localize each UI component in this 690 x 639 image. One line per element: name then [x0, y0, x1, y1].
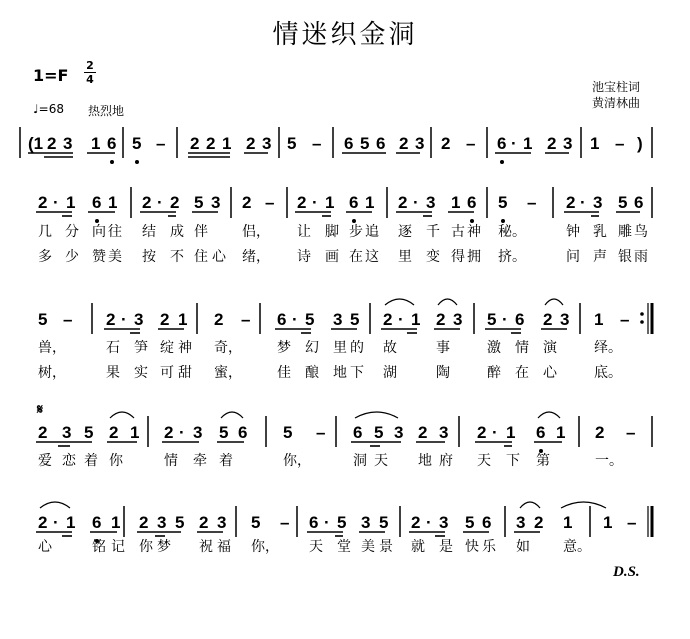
lyric-syllable-verse2: 拥	[467, 249, 481, 265]
jianpu-note: 3	[426, 193, 436, 212]
jianpu-note: 5	[287, 134, 297, 153]
jianpu-note: 3	[593, 193, 603, 212]
lyric-syllable: 千	[426, 224, 440, 240]
lyric-syllable: 神	[178, 340, 192, 356]
jianpu-note: 5	[618, 193, 628, 212]
jianpu-note: 2	[441, 134, 451, 153]
jianpu-note: 1	[111, 513, 121, 532]
jianpu-note: 6	[309, 513, 319, 532]
jianpu-note: 2	[242, 193, 252, 212]
lyric-syllable: 着	[219, 453, 233, 469]
lyric-syllable-verse2: 里	[398, 249, 412, 265]
jianpu-note: 6	[277, 310, 287, 329]
tie-slur	[40, 502, 70, 508]
lyric-syllable-verse2: 变	[426, 249, 440, 265]
jianpu-note: 2	[38, 193, 48, 212]
lyricist-credit: 池宝柱词	[592, 80, 641, 94]
tie-slur	[438, 299, 457, 305]
jianpu-note: 1	[178, 310, 188, 329]
lyric-syllable: 祝	[199, 539, 213, 555]
jianpu-note: 6	[107, 134, 117, 153]
jianpu-note: ·	[312, 193, 318, 212]
jianpu-note: –	[241, 310, 251, 329]
jianpu-note: 2	[543, 310, 553, 329]
lyric-syllable: 天	[309, 539, 323, 555]
lyric-syllable-verse2: 得	[451, 249, 465, 265]
jianpu-note: 2	[164, 423, 174, 442]
jianpu-note: 6	[238, 423, 248, 442]
jianpu-note: 5	[337, 513, 347, 532]
lyric-syllable: 雕	[618, 224, 632, 240]
tie-slur	[110, 412, 134, 418]
lyric-syllable: 石	[106, 340, 120, 356]
jianpu-note: 2	[534, 513, 544, 532]
jianpu-note: ·	[413, 193, 419, 212]
jianpu-note: 2	[206, 134, 216, 153]
jianpu-note: 5	[194, 193, 204, 212]
lyric-syllable-verse2: 佳	[277, 365, 291, 381]
jianpu-note: –	[265, 193, 275, 212]
lyric-syllable-verse2: 陶	[436, 365, 450, 381]
lyric-syllable-verse2: 银	[618, 249, 632, 265]
lyric-syllable-verse2: 绪，	[242, 249, 270, 265]
lyric-syllable: 绽	[160, 340, 174, 356]
jianpu-note: –	[527, 193, 537, 212]
jianpu-note: 2	[547, 134, 557, 153]
lyric-syllable: 你	[109, 453, 123, 469]
jianpu-note: 2	[109, 423, 119, 442]
jianpu-note: ·	[492, 423, 498, 442]
lyric-syllable-verse2: 下	[350, 365, 364, 381]
lyric-syllable: 鸟	[634, 224, 648, 240]
jianpu-note: 6	[92, 193, 102, 212]
jianpu-note: 5	[487, 310, 497, 329]
octave-dot-below	[110, 160, 114, 164]
lyric-syllable: 是	[439, 539, 453, 555]
jianpu-note: 6	[344, 134, 354, 153]
jianpu-note: 5	[175, 513, 185, 532]
jianpu-note: 2	[38, 513, 48, 532]
jianpu-note: ·	[292, 310, 298, 329]
jianpu-note: ·	[511, 134, 517, 153]
tie-slur	[385, 299, 414, 305]
jianpu-note: 3	[563, 134, 573, 153]
lyric-syllable: 古	[451, 224, 465, 240]
lyric-syllable: 神	[467, 224, 481, 240]
lyric-syllable-verse2: 多	[38, 249, 52, 265]
jianpu-note: 6	[92, 513, 102, 532]
lyric-syllable-verse2: 醉	[487, 365, 501, 381]
lyric-syllable: 你，	[251, 539, 279, 555]
lyric-syllable: 景	[379, 539, 393, 555]
key-signature: 1=F	[33, 66, 69, 85]
lyric-syllable: 情	[515, 340, 529, 356]
jianpu-note: 5	[465, 513, 475, 532]
lyric-syllable: 梦	[157, 539, 171, 555]
jianpu-note: 2	[199, 513, 209, 532]
jianpu-note: (1	[28, 134, 44, 153]
jianpu-note: )	[637, 134, 643, 153]
lyric-syllable-verse2: 地	[333, 365, 347, 381]
lyric-syllable-verse2: 住	[194, 249, 208, 265]
jianpu-note: –	[615, 134, 625, 153]
lyric-syllable: 你	[139, 539, 153, 555]
lyric-syllable: 铭	[92, 539, 106, 555]
lyric-syllable: 第	[536, 453, 550, 469]
lyric-syllable-verse2: 诗	[297, 249, 311, 265]
lyric-syllable: 几	[38, 224, 52, 240]
repeat-dot	[640, 312, 644, 316]
lyric-syllable-verse2: 甜	[178, 365, 192, 381]
jianpu-note: ·	[426, 513, 432, 532]
lyric-syllable: 牵	[193, 453, 207, 469]
repeat-dot	[640, 320, 644, 324]
tie-slur	[538, 412, 560, 418]
lyric-syllable: 幻	[305, 340, 319, 356]
jianpu-note: 6	[349, 193, 359, 212]
lyric-syllable: 如	[516, 539, 530, 555]
jianpu-note: 3	[63, 134, 73, 153]
jianpu-note: 6	[482, 513, 492, 532]
jianpu-note: 6	[634, 193, 644, 212]
jianpu-note: 3	[333, 310, 343, 329]
jianpu-note: 2	[297, 193, 307, 212]
jianpu-note: 1	[325, 193, 335, 212]
jianpu-note: 5	[374, 423, 384, 442]
lyric-syllable: 下	[506, 453, 520, 469]
jianpu-note: 6	[497, 134, 507, 153]
jianpu-note: 2	[399, 134, 409, 153]
jianpu-note: 2	[139, 513, 149, 532]
lyric-syllable: 分	[65, 224, 79, 240]
lyric-syllable: 地	[418, 453, 432, 469]
jianpu-note: ·	[502, 310, 508, 329]
jianpu-note: 3	[560, 310, 570, 329]
jianpu-note: 5	[38, 310, 48, 329]
jianpu-note: 5	[84, 423, 94, 442]
lyric-syllable: 梦	[277, 340, 291, 356]
lyric-syllable: 爱	[38, 453, 52, 469]
octave-dot-below	[501, 219, 505, 223]
lyric-syllable: 天	[374, 453, 388, 469]
jianpu-note: 6	[515, 310, 525, 329]
jianpu-note: 1	[451, 193, 461, 212]
lyric-syllable: 绎。	[594, 340, 622, 356]
lyric-syllable-verse2: 在	[349, 249, 363, 265]
octave-dot-below	[135, 160, 139, 164]
lyric-syllable-verse2: 问	[566, 249, 580, 265]
jianpu-note: –	[627, 513, 637, 532]
lyric-syllable: 美	[361, 539, 375, 555]
lyric-syllable: 你，	[283, 453, 311, 469]
jianpu-note: ·	[121, 310, 127, 329]
jianpu-note: 5	[251, 513, 261, 532]
lyric-syllable: 秘。	[498, 224, 526, 240]
song-title: 情迷织金洞	[272, 20, 418, 50]
lyric-syllable: 演	[543, 340, 557, 356]
jianpu-note: 3	[439, 513, 449, 532]
lyric-syllable-verse2: 树，	[38, 365, 66, 381]
lyric-syllable-verse2: 蜜，	[214, 365, 242, 381]
lyric-syllable-verse2: 赞	[92, 249, 106, 265]
jianpu-note: 2	[190, 134, 200, 153]
jianpu-note: 5	[219, 423, 229, 442]
jianpu-note: 1	[91, 134, 101, 153]
jianpu-note: 1	[66, 193, 76, 212]
lyric-syllable: 意。	[563, 539, 591, 555]
lyric-syllable: 脚	[325, 224, 339, 240]
jianpu-note: –	[280, 513, 290, 532]
tempo-marking: ♩=68	[33, 102, 64, 116]
lyric-syllable-verse2: 少	[65, 249, 79, 265]
jianpu-note: 3	[453, 310, 463, 329]
jianpu-note: –	[312, 134, 322, 153]
jianpu-note: 5	[350, 310, 360, 329]
lyric-syllable: 一。	[595, 453, 623, 469]
jianpu-note: 2	[170, 193, 180, 212]
jianpu-note: 1	[594, 310, 604, 329]
lyric-syllable: 故	[383, 340, 397, 356]
composer-credit: 黄清林曲	[592, 96, 641, 110]
lyric-syllable: 乐	[482, 539, 496, 555]
jianpu-note: 2	[595, 423, 605, 442]
jianpu-note: 1	[108, 193, 118, 212]
tie-slur	[561, 502, 606, 508]
jianpu-note: 2	[38, 423, 48, 442]
lyric-syllable: 逐	[398, 224, 412, 240]
jianpu-note: 1	[411, 310, 421, 329]
lyric-syllable-verse2: 果	[106, 365, 120, 381]
lyric-syllable: 成	[170, 224, 184, 240]
lyric-syllable: 追	[365, 224, 379, 240]
jianpu-note: 1	[523, 134, 533, 153]
lyric-syllable: 就	[411, 539, 425, 555]
jianpu-note: 3	[157, 513, 167, 532]
jianpu-note: 6	[376, 134, 386, 153]
lyric-syllable: 笋	[134, 340, 148, 356]
jianpu-note: 2	[160, 310, 170, 329]
lyric-syllable: 着	[84, 453, 98, 469]
lyric-syllable-verse2: 湖	[383, 365, 397, 381]
lyric-syllable: 兽，	[38, 340, 66, 356]
lyric-syllable: 钟	[566, 224, 580, 240]
jianpu-note: ·	[53, 193, 59, 212]
jianpu-note: 1	[590, 134, 600, 153]
jianpu-note: 3	[439, 423, 449, 442]
lyric-syllable-verse2: 心	[212, 249, 226, 265]
octave-dot-below	[95, 219, 99, 223]
tie-slur	[355, 412, 398, 418]
lyric-syllable: 的	[350, 340, 364, 356]
jianpu-note: 3	[361, 513, 371, 532]
lyric-syllable-verse2: 按	[142, 249, 156, 265]
jianpu-note: ·	[157, 193, 163, 212]
jianpu-note: 3	[211, 193, 221, 212]
jianpu-note: 2	[436, 310, 446, 329]
jianpu-note: –	[620, 310, 630, 329]
jianpu-note: 5	[283, 423, 293, 442]
lyric-syllable: 往	[108, 224, 122, 240]
jianpu-note: ·	[324, 513, 330, 532]
lyric-syllable-verse2: 在	[515, 365, 529, 381]
jianpu-note: 2	[411, 513, 421, 532]
lyric-syllable-verse2: 心	[543, 365, 557, 381]
jianpu-note: 6	[536, 423, 546, 442]
jianpu-note: 1	[66, 513, 76, 532]
jianpu-note: –	[156, 134, 166, 153]
lyric-syllable: 快	[465, 539, 479, 555]
lyric-syllable-verse2: 挤。	[498, 249, 526, 265]
jianpu-note: 5	[360, 134, 370, 153]
expression-marking: 热烈地	[88, 104, 125, 118]
lyric-syllable: 激	[487, 340, 501, 356]
lyric-syllable: 洞	[353, 453, 367, 469]
jianpu-note: 2	[383, 310, 393, 329]
lyric-syllable-verse2: 酿	[305, 365, 319, 381]
jianpu-note: 2	[566, 193, 576, 212]
jianpu-note: 3	[394, 423, 404, 442]
jianpu-note: 1	[222, 134, 232, 153]
lyric-syllable: 向	[92, 224, 106, 240]
jianpu-note: –	[316, 423, 326, 442]
lyric-syllable: 天	[477, 453, 491, 469]
lyric-syllable-verse2: 不	[170, 249, 184, 265]
jianpu-note: 3	[62, 423, 72, 442]
jianpu-note: 5	[498, 193, 508, 212]
lyric-syllable: 侣，	[242, 224, 270, 240]
jianpu-note: 1	[556, 423, 566, 442]
jianpu-note: 2	[246, 134, 256, 153]
jianpu-note: 1	[130, 423, 140, 442]
lyric-syllable: 里	[333, 340, 347, 356]
jianpu-note: 3	[415, 134, 425, 153]
jianpu-note: 2	[142, 193, 152, 212]
dal-segno-mark: D.S.	[613, 564, 640, 580]
lyric-syllable: 让	[297, 224, 311, 240]
jianpu-note: 3	[134, 310, 144, 329]
jianpu-note: 5	[305, 310, 315, 329]
lyric-syllable-verse2: 底。	[594, 365, 622, 381]
octave-dot-below	[352, 219, 356, 223]
lyric-syllable: 伴	[194, 224, 208, 240]
octave-dot-below	[500, 160, 504, 164]
time-signature-top: 2	[86, 59, 94, 72]
jianpu-note: 3	[262, 134, 272, 153]
jianpu-note: 1	[365, 193, 375, 212]
jianpu-note: 6	[353, 423, 363, 442]
jianpu-note: 3	[217, 513, 227, 532]
lyric-syllable-verse2: 实	[134, 365, 148, 381]
jianpu-note: ·	[179, 423, 185, 442]
jianpu-note: 2	[398, 193, 408, 212]
jianpu-note: ·	[398, 310, 404, 329]
jianpu-note: –	[63, 310, 73, 329]
jianpu-note: ·	[53, 513, 59, 532]
tie-slur	[545, 299, 563, 305]
jianpu-note: –	[626, 423, 636, 442]
lyric-syllable-verse2: 可	[160, 365, 174, 381]
lyric-syllable: 步	[349, 224, 363, 240]
jianpu-note: 2	[106, 310, 116, 329]
time-signature-bottom: 4	[86, 73, 94, 86]
jianpu-note: 2	[47, 134, 57, 153]
lyric-syllable: 福	[217, 539, 231, 555]
tie-slur	[520, 502, 540, 508]
jianpu-note: 2	[477, 423, 487, 442]
octave-dot-below	[470, 219, 474, 223]
lyric-syllable: 恋	[62, 453, 76, 469]
jianpu-note: 3	[516, 513, 526, 532]
lyric-syllable-verse2: 这	[365, 249, 379, 265]
lyric-syllable: 事	[436, 340, 450, 356]
jianpu-note: –	[466, 134, 476, 153]
lyric-syllable: 府	[439, 453, 453, 469]
jianpu-note: 5	[379, 513, 389, 532]
lyric-syllable-verse2: 美	[108, 249, 122, 265]
jianpu-note: 1	[506, 423, 516, 442]
segno-sign: 𝄋	[37, 402, 44, 418]
jianpu-note: 1	[563, 513, 573, 532]
lyric-syllable-verse2: 雨	[634, 249, 648, 265]
jianpu-note: ·	[580, 193, 586, 212]
lyric-syllable: 结	[142, 224, 156, 240]
lyric-syllable: 记	[111, 539, 125, 555]
lyric-syllable: 心	[38, 539, 52, 555]
jianpu-note: 3	[193, 423, 203, 442]
jianpu-note: 6	[467, 193, 477, 212]
lyric-syllable-verse2: 声	[593, 249, 607, 265]
lyric-syllable: 堂	[337, 539, 351, 555]
lyric-syllable: 奇，	[214, 340, 242, 356]
jianpu-note: 2	[418, 423, 428, 442]
lyric-syllable-verse2: 画	[325, 249, 339, 265]
jianpu-note: 1	[603, 513, 613, 532]
jianpu-note: 5	[132, 134, 142, 153]
jianpu-note: 2	[214, 310, 224, 329]
lyric-syllable: 乳	[593, 224, 607, 240]
lyric-syllable: 情	[164, 453, 178, 469]
tie-slur	[221, 412, 243, 418]
